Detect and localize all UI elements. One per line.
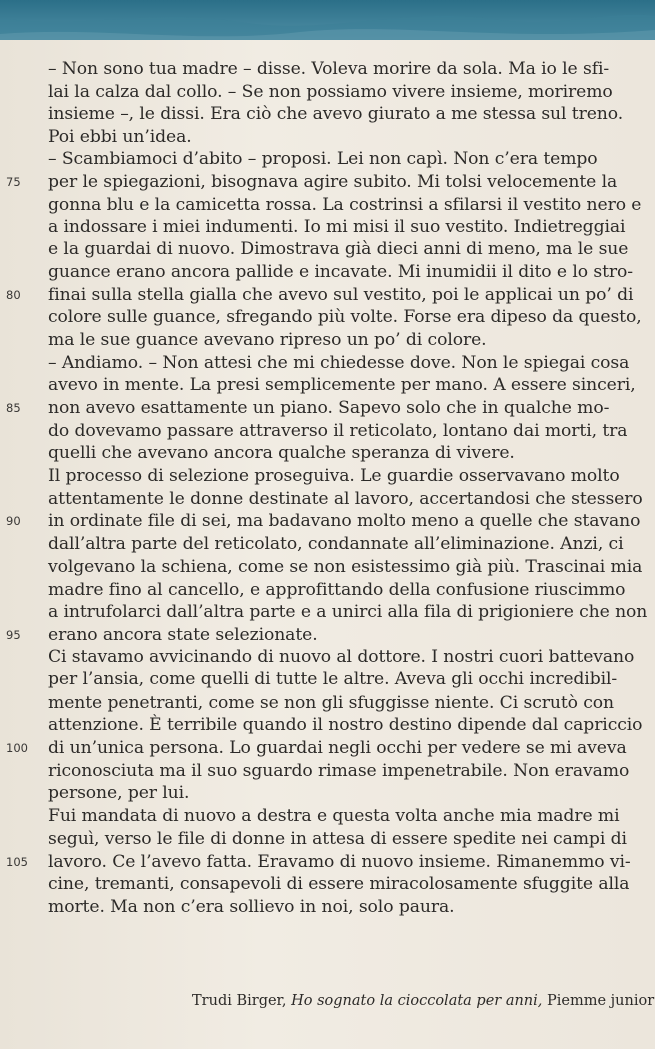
text-line: guance erano ancora pallide e incavate. Mi inumidii il dito e lo stro- xyxy=(48,262,633,282)
citation-publisher: Piemme junior xyxy=(547,993,655,1009)
text-line: Poi ebbi un’idea. xyxy=(48,127,192,147)
text-line: quelli che avevano ancora qualche speranza di vivere. xyxy=(48,443,515,463)
text-line: avevo in mente. La presi semplicemente per mano. A essere sinceri, xyxy=(48,375,636,395)
text-line: a intrufolarci dall’altra parte e a unirci alla fila di prigioniere che non xyxy=(48,602,648,622)
line-number: 100 xyxy=(6,741,28,755)
text-line: erano ancora state selezionate. xyxy=(48,625,318,645)
text-line: in ordinate file di sei, ma badavano molto meno a quelle che stavano xyxy=(48,511,641,531)
line-number: 85 xyxy=(6,401,21,415)
text-line: insieme –, le dissi. Era ciò che avevo giurato a me stessa sul treno. xyxy=(48,104,624,124)
line-number: 105 xyxy=(6,855,28,869)
text-line: riconosciuta ma il suo sguardo rimase impenetrabile. Non eravamo xyxy=(48,761,630,781)
text-line: gonna blu e la camicetta rossa. La costrinsi a sfilarsi il vestito nero e xyxy=(48,195,642,215)
text-line: a indossare i miei indumenti. Io mi misi il suo vestito. Indietreggiai xyxy=(48,217,626,237)
line-number: 95 xyxy=(6,628,21,642)
text-line: e la guardai di nuovo. Dimostrava già dieci anni di meno, ma le sue xyxy=(48,239,629,259)
text-line: – Andiamo. – Non attesi che mi chiedesse dove. Non le spiegai cosa xyxy=(48,353,630,373)
text-line: volgevano la schiena, come se non esistessimo già più. Trascinai mia xyxy=(48,557,643,577)
text-line: attenzione. È terribile quando il nostro destino dipende dal capriccio xyxy=(48,715,643,735)
text-line: – Non sono tua madre – disse. Voleva morire da sola. Ma io le sfi- xyxy=(48,59,610,79)
citation-author: Trudi Birger, xyxy=(192,993,287,1009)
line-number: 80 xyxy=(6,288,21,302)
text-line: – Scambiamoci d’abito – proposi. Lei non capì. Non c’era tempo xyxy=(48,149,598,169)
text-line: cine, tremanti, consapevoli di essere miracolosamente sfuggite alla xyxy=(48,874,630,894)
text-line: Il processo di selezione proseguiva. Le guardie osservavano molto xyxy=(48,466,620,486)
text-line: di un’unica persona. Lo guardai negli occhi per vedere se mi aveva xyxy=(48,738,627,758)
text-line: persone, per lui. xyxy=(48,783,190,803)
text-line: colore sulle guance, sfregando più volte. Forse era dipeso da questo, xyxy=(48,307,642,327)
text-line: lai la calza dal collo. – Se non possiamo vivere insieme, moriremo xyxy=(48,82,613,102)
text-line: attentamente le donne destinate al lavoro, accertandosi che stessero xyxy=(48,489,643,509)
text-line: seguì, verso le file di donne in attesa di essere spedite nei campi di xyxy=(48,829,627,849)
text-line: Fui mandata di nuovo a destra e questa volta anche mia madre mi xyxy=(48,806,620,826)
text-line: non avevo esattamente un piano. Sapevo solo che in qualche mo- xyxy=(48,398,610,418)
citation-title: Ho sognato la cioccolata per anni, xyxy=(291,993,543,1009)
text-line: dall’altra parte del reticolato, condannate all’eliminazione. Anzi, ci xyxy=(48,534,624,554)
text-line: per l’ansia, come quelli di tutte le altre. Aveva gli occhi incredibil- xyxy=(48,669,618,689)
text-line: finai sulla stella gialla che avevo sul vestito, poi le applicai un po’ di xyxy=(48,285,634,305)
line-number: 75 xyxy=(6,175,21,189)
text-line: ma le sue guance avevano ripreso un po’ di colore. xyxy=(48,330,487,350)
source-citation xyxy=(192,993,655,1009)
text-line: do dovevamo passare attraverso il reticolato, lontano dai morti, tra xyxy=(48,421,628,441)
line-number: 90 xyxy=(6,514,21,528)
text-line: lavoro. Ce l’avevo fatta. Eravamo di nuovo insieme. Rimanemmo vi- xyxy=(48,852,631,872)
text-line: morte. Ma non c’era sollievo in noi, solo paura. xyxy=(48,897,455,917)
text-line: madre fino al cancello, e approfittando della confusione riuscimmo xyxy=(48,580,626,600)
text-line: mente penetranti, come se non gli sfuggisse niente. Ci scrutò con xyxy=(48,693,614,713)
text-line: Ci stavamo avvicinando di nuovo al dottore. I nostri cuori battevano xyxy=(48,647,635,667)
text-line: per le spiegazioni, bisognava agire subito. Mi tolsi velocemente la xyxy=(48,172,618,192)
